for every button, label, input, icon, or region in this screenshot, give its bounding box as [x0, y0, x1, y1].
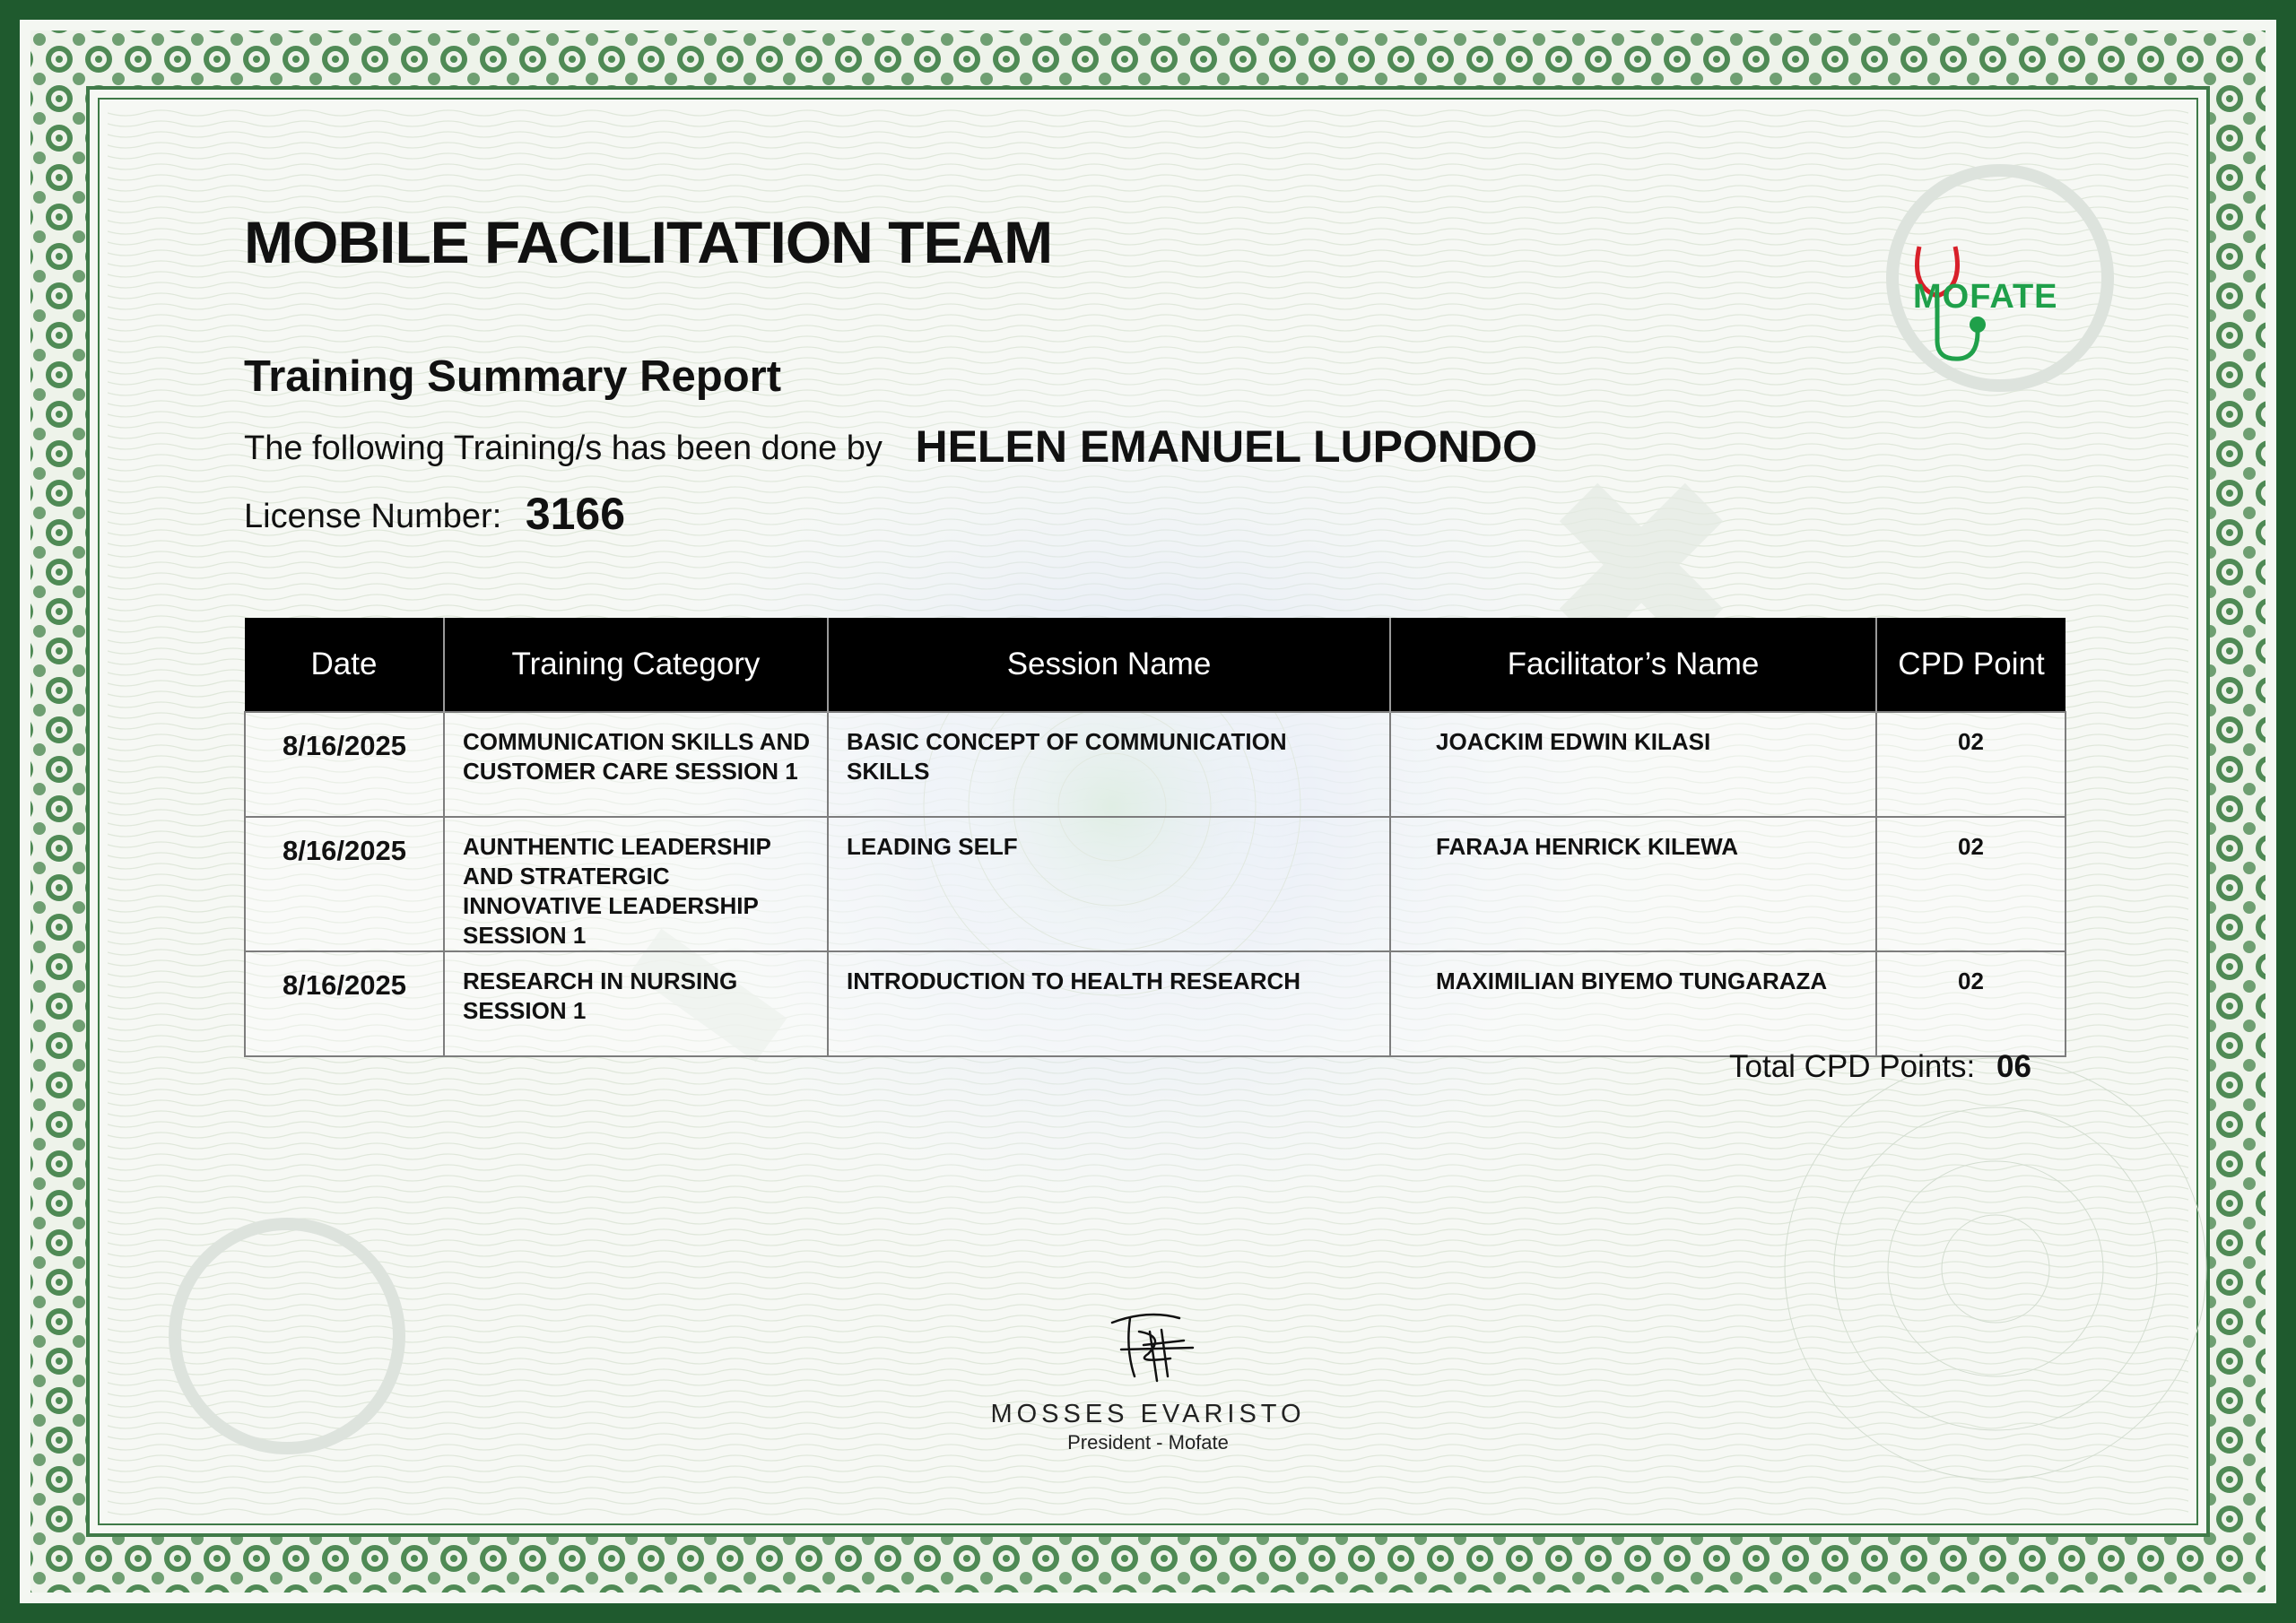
category-cell: COMMUNICATION SKILLS AND CUSTOMER CARE SESSION 1 — [444, 712, 828, 817]
total-cpd-points — [1729, 1049, 2031, 1085]
session-cell: BASIC CONCEPT OF COMMUNICATION SKILLS — [828, 712, 1390, 817]
date-cell: 8/16/2025 — [245, 951, 444, 1056]
header-row — [245, 618, 2066, 712]
cpd-point-cell: 02 — [1876, 817, 2066, 951]
mofate-logo — [1870, 206, 2121, 386]
total-value: 06 — [1996, 1049, 2031, 1084]
category-cell: AUNTHENTIC LEADERSHIP AND STRATERGIC INNOVATIVE LEADERSHIP SESSION 1 — [444, 817, 828, 951]
column-header-date: Date — [245, 618, 444, 712]
column-header-training-category: Training Category — [444, 618, 828, 712]
date-cell: 8/16/2025 — [245, 817, 444, 951]
report-title: Training Summary Report — [244, 352, 782, 401]
trainee-name: HELEN EMANUEL LUPONDO — [915, 421, 1538, 472]
signer-name: MOSSES EVARISTO — [990, 1400, 1306, 1428]
training-table — [244, 618, 2066, 1057]
done-by-line — [244, 418, 1537, 470]
handwritten-signature — [1094, 1305, 1202, 1390]
column-header-cpd-point: CPD Point — [1876, 618, 2066, 712]
table-header — [245, 618, 2066, 712]
cpd-point-cell: 02 — [1876, 712, 2066, 817]
signer-role: President - Mofate — [1067, 1431, 1229, 1454]
column-header-facilitator-name: Facilitator’s Name — [1390, 618, 1876, 712]
signature-block — [924, 1305, 1372, 1454]
cpd-point-cell: 02 — [1876, 951, 2066, 1056]
table-row — [245, 712, 2066, 817]
facilitator-cell: JOACKIM EDWIN KILASI — [1390, 712, 1876, 817]
license-line — [244, 486, 625, 538]
category-cell: RESEARCH IN NURSING SESSION 1 — [444, 951, 828, 1056]
table-row — [245, 817, 2066, 951]
license-number: 3166 — [525, 489, 626, 539]
session-cell: LEADING SELF — [828, 817, 1390, 951]
logo-text: MOFATE — [1913, 278, 2058, 316]
session-cell: INTRODUCTION TO HEALTH RESEARCH — [828, 951, 1390, 1056]
facilitator-cell: FARAJA HENRICK KILEWA — [1390, 817, 1876, 951]
done-by-label: The following Training/s has been done by — [244, 430, 883, 467]
table-row — [245, 951, 2066, 1056]
total-label: Total CPD Points: — [1729, 1049, 1976, 1084]
license-label: License Number: — [244, 498, 502, 535]
organization-title: MOBILE FACILITATION TEAM — [244, 209, 1053, 275]
facilitator-cell: MAXIMILIAN BIYEMO TUNGARAZA — [1390, 951, 1876, 1056]
date-cell: 8/16/2025 — [245, 712, 444, 817]
column-header-session-name: Session Name — [828, 618, 1390, 712]
